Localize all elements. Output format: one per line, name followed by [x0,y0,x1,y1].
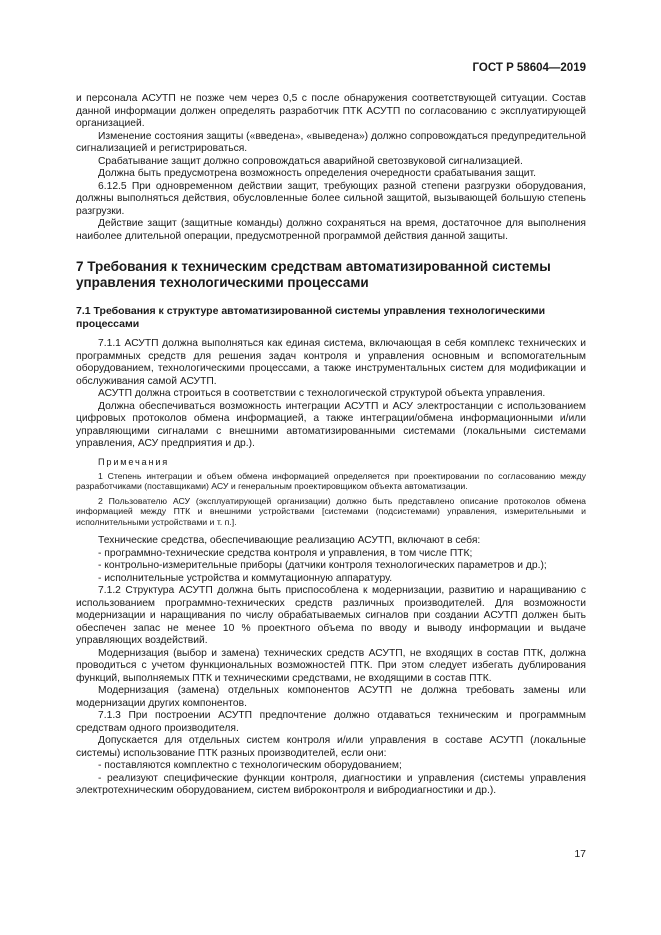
paragraph: 7.1.2 Структура АСУТП должна быть приспособлена к модернизации, развитию и наращиванию с использованием программно-технических средств различных производителей. Для возможности модернизации и наращивания по числу обрабатываемых сигналов при создании АСУТП должен быть обеспечен запас не менее 10 % проектного объема по вводу и выводу информации и выдаче управляющих воздействий. [76,585,586,647]
paragraph: 6.12.5 При одновременном действии защит, требующих разной степени разгрузки оборудования, должны выполняться действия, обусловленные более сильной защитой, вызывающей большую степень разгрузки. [76,180,586,217]
paragraph: Модернизация (выбор и замена) технических средств АСУТП, не входящих в состав ПТК, должна проводиться с учетом функциональных возможностей ПТК. При этом следует избегать дублирования функций, выполняемых ПТК и техническими средствами, не входящими в состав ПТК. [76,647,586,684]
notes-heading: Примечания [98,456,170,467]
list-item: - исполнительные устройства и коммутационную аппаратуру. [98,572,393,584]
section-7-1-heading: 7.1 Требования к структуре автоматизированной системы управления технологическими процессами [76,305,546,330]
note-item: 1 Степень интеграции и объем обмена информацией определяется при проектировании по согласованию между разработчиками (поставщиками) АСУ и генеральным проектировщиком объекта автоматизации. [76,470,586,492]
list-item: - поставляются комплектно с технологическим оборудованием; [98,760,402,772]
paragraph: 7.1.1 АСУТП должна выполняться как единая система, включающая в себя комплекс технических и программных средств для решения задач контроля и управления основным и вспомогательным оборудованием, технологическими процессами, а также инструментальных систем для модификации и обслуживания самой АСУТП. [76,338,586,387]
document-body [76,93,586,798]
paragraph: Срабатывание защит должно сопровождаться аварийной светозвуковой сигнализацией. [98,155,523,167]
paragraph: Действие защит (защитные команды) должно сохраняться на время, достаточное для выполнения наиболее длительной операции, предусмотренной программой действия данной защиты. [76,218,586,242]
list-item: - контрольно-измерительные приборы (датчики контроля технологических параметров и др.); [98,560,547,572]
paragraph: Модернизация (замена) отдельных компонентов АСУТП не должна требовать замены или модернизации других компонентов. [76,685,586,709]
page-number: 17 [574,848,586,860]
paragraph: Должна быть предусмотрена возможность определения очередности срабатывания защит. [98,168,536,179]
page-header-standard: ГОСТ Р 58604—2019 [472,62,586,74]
paragraph: и персонала АСУТП не позже чем через 0,5 с после обнаружения соответствующей ситуации. Состав данной информации должен определять разработчик ПТК АСУТП по согласованию с эксплуатирующей организацией. [76,93,586,129]
list-item: - программно-технические средства контроля и управления, в том числе ПТК; [98,547,473,559]
paragraph: Должна обеспечиваться возможность интеграции АСУТП и АСУ электростанции с использованием цифровых протоколов обмена информацией, а также интеграции/обмена информационными и/или управляющими сигналами с внешними автоматизированными системами (локальными системами управления, АСУ предприятия и др.). [76,400,586,449]
list-item: - реализуют специфические функции контроля, диагностики и управления (системы управления электротехническим оборудованием, систем виброконтроля и вибродиагностики и др.). [76,772,586,797]
paragraph: Технические средства, обеспечивающие реализацию АСУТП, включают в себя: [98,535,481,547]
section-7-heading: 7 Требования к техническим средствам автоматизированной системы управления технологическими процессами [76,259,551,290]
paragraph: 7.1.3 При построении АСУТП предпочтение должно отдаваться техническим и программным средствам одного производителя. [76,710,586,734]
paragraph: Изменение состояния защиты («введена», «выведена») должно сопровождаться предупредительной сигнализацией и регистрироваться. [76,130,586,154]
note-item: 2 Пользователю АСУ (эксплуатирующей организации) должно быть представлено описание протоколов обмена информацией между ПТК и внешними устройствами [системами (подсистемами) управления, измерительными и исполнительными устройствами и т. п.]. [76,495,586,527]
paragraph: Допускается для отдельных систем контроля и/или управления в составе АСУТП (локальные системы) использование ПТК разных производителей, если они: [76,735,586,759]
paragraph: АСУТП должна строиться в соответствии с технологической структурой объекта управления. [98,388,546,399]
